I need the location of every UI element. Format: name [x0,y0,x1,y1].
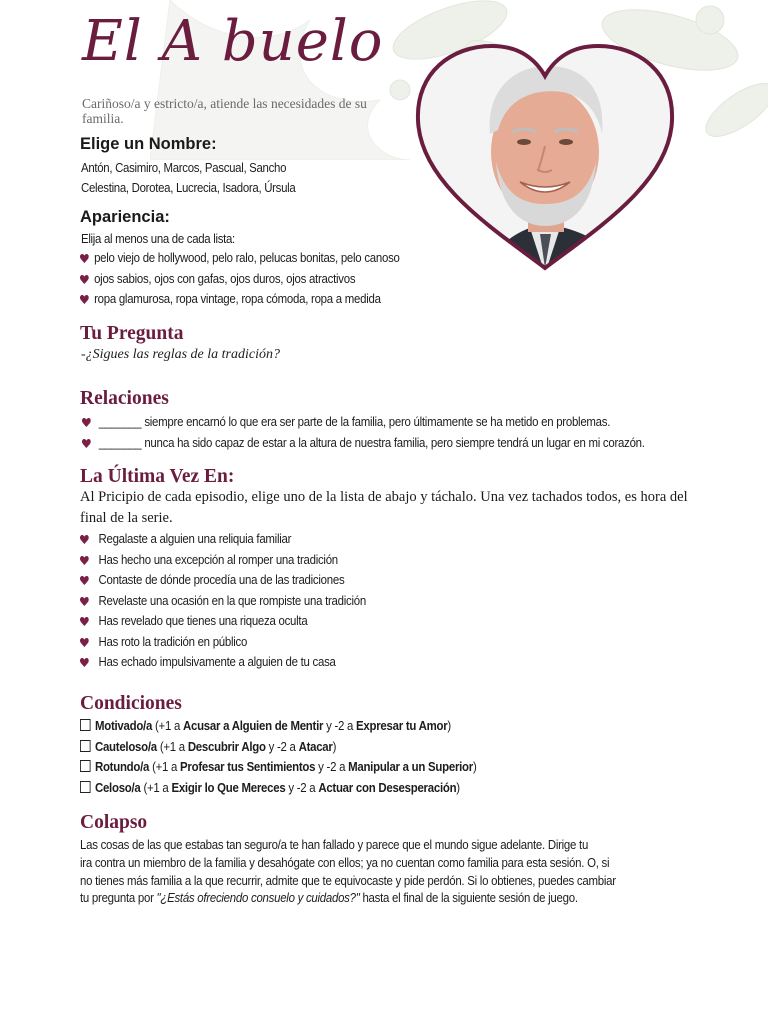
collapse-line-1: Las cosas de las que estabas tan seguro/a te han fallado y parece que el mundo sigue adelante. Dirige tu [80,837,589,852]
name-line-2: Celestina, Dorotea, Lucrecia, Isadora, Úrsula [81,180,296,195]
relations-heading: Relaciones [80,388,169,409]
heart-bullet-icon [80,295,89,304]
heart-bullet-icon [80,658,89,667]
appearance-list [80,248,400,310]
page-title: El A buelo [82,9,384,74]
last-time-heading: La Última Vez En: [80,466,235,487]
last-time-intro: Al Pricipio de cada episodio, elige uno de la lista de abajo y táchalo. Una vez tachados todos, es hora del final de la serie. [80,489,688,526]
heart-bullet-icon [80,275,89,284]
conditions-list [80,716,477,798]
name-heading: Elige un Nombre: [80,135,217,153]
list-item: pelo viejo de hollywood, pelo ralo, pelucas bonitas, pelo canoso [80,248,400,269]
list-item: Contaste de dónde procedía una de las tradiciones [80,570,366,591]
list-item: Has hecho una excepción al romper una tradición [80,550,366,571]
heart-bullet-icon [80,535,89,544]
page-subtitle: Cariñoso/a y estricto/a, atiende las necesidades de su familia. [82,96,367,126]
collapse-line-2: ira contra un miembro de la familia y desahógate con ellos; ya no cuentan como familia para esta sesión. O, si [80,855,610,870]
collapse-line-3: no tienes más familia a la que recurrir, admite que te equivocaste y pide perdón. Si lo obtienes, puedes cambiar [80,873,616,888]
heart-bullet-icon [80,638,89,647]
condition-checkbox[interactable] [80,760,91,772]
appearance-heading: Apariencia: [80,208,170,226]
condition-item[interactable]: Cauteloso/a (+1 a Descubrir Algo y -2 a Atacar) [80,737,477,758]
condition-item[interactable]: Motivado/a (+1 a Acusar a Alguien de Mentir y -2 a Expresar tu Amor) [80,716,477,737]
portrait-heart-frame [412,42,678,282]
condition-checkbox[interactable] [80,719,91,731]
relations-list [82,412,645,453]
last-time-list [80,529,366,673]
heart-bullet-icon [80,556,89,565]
name-line-1: Antón, Casimiro, Marcos, Pascual, Sancho [81,160,287,175]
condition-item[interactable]: Celoso/a (+1 a Exigir lo Que Mereces y -2 a Actuar con Desesperación) [80,778,477,799]
list-item: Has roto la tradición en público [80,632,366,653]
list-item: Revelaste una ocasión en la que rompiste una tradición [80,591,366,612]
heart-bullet-icon [82,418,91,427]
question-heading: Tu Pregunta [80,323,184,344]
heart-bullet-icon [80,597,89,606]
appearance-intro: Elija al menos una de cada lista: [81,231,235,246]
question-text: -¿Sigues las reglas de la tradición? [81,347,280,362]
collapse-line-4: tu pregunta por "¿Estás ofreciendo consuelo y cuidados?" hasta el final de la siguiente sesión de juego. [80,890,578,905]
list-item: _______ siempre encarnó lo que era ser parte de la familia, pero últimamente se ha metido en problemas. [82,412,645,433]
collapse-heading: Colapso [80,812,148,833]
condition-checkbox[interactable] [80,740,91,752]
list-item: Has revelado que tienes una riqueza oculta [80,611,366,632]
heart-bullet-icon [80,576,89,585]
heart-bullet-icon [82,439,91,448]
condition-item[interactable]: Rotundo/a (+1 a Profesar tus Sentimientos y -2 a Manipular a un Superior) [80,757,477,778]
list-item: Has echado impulsivamente a alguien de tu casa [80,652,366,673]
list-item: ojos sabios, ojos con gafas, ojos duros, ojos atractivos [80,269,400,290]
list-item: _______ nunca ha sido capaz de estar a la altura de nuestra familia, pero siempre tendrá un lugar en mi corazón. [82,433,645,454]
conditions-heading: Condiciones [80,693,182,714]
list-item: ropa glamurosa, ropa vintage, ropa cómoda, ropa a medida [80,289,400,310]
heart-bullet-icon [80,617,89,626]
heart-bullet-icon [80,254,89,263]
list-item: Regalaste a alguien una reliquia familiar [80,529,366,550]
condition-checkbox[interactable] [80,781,91,793]
